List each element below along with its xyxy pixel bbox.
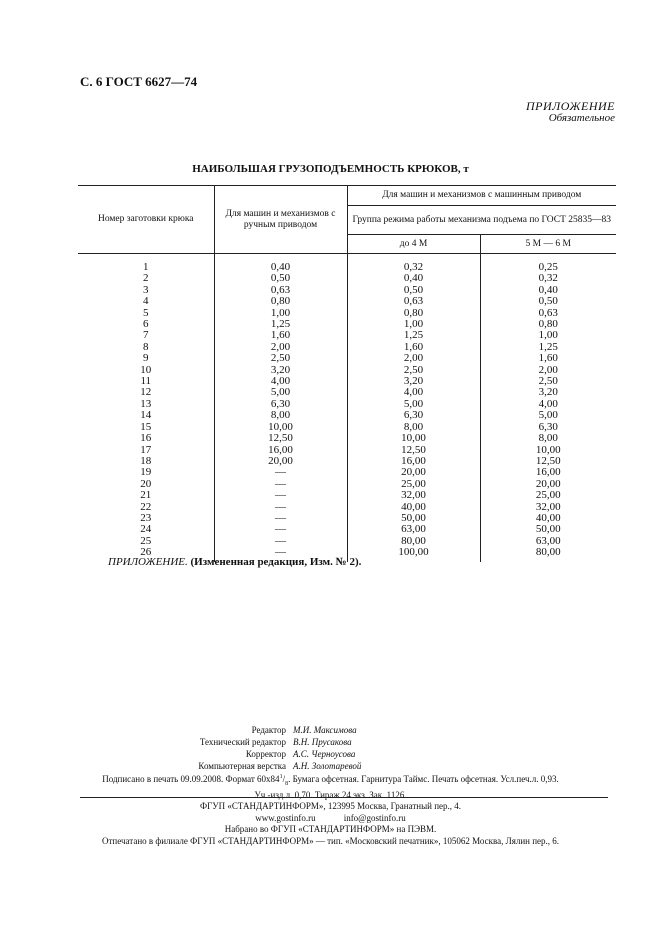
cell-5m-6m: 25,00 [480, 490, 616, 501]
cell-manual: 10,00 [214, 422, 347, 433]
table-row [78, 254, 616, 274]
cell-hook-number: 14 [140, 409, 152, 422]
col-up-to-4m-header: до 4 М [347, 235, 480, 254]
credit-row [0, 736, 661, 748]
cell-manual: — [214, 467, 347, 478]
table-row [78, 422, 616, 433]
cell-5m-6m: 2,00 [480, 365, 616, 376]
appendix-status: Обязательное [548, 112, 615, 124]
credit-name: А.Н. Золотаревой [293, 761, 362, 771]
cell-hook-number: 12 [140, 386, 152, 399]
signed-part-a: Подписано в печать 09.09.2008. Формат 60х84 [102, 774, 280, 784]
cell-hook-number: 19 [140, 466, 152, 479]
cell-up-to-4m: 3,20 [347, 376, 480, 387]
cell-up-to-4m: 0,32 [347, 254, 480, 274]
col-group-header: Группа режима работы механизма подъема по ГОСТ 25835—83 [347, 206, 616, 235]
cell-manual: 0,80 [214, 296, 347, 307]
cell-manual: 20,00 [214, 456, 347, 467]
cell-5m-6m: 8,00 [480, 433, 616, 444]
credit-role: Редактор [251, 725, 286, 735]
cell-hook-number: 25 [140, 534, 152, 547]
cell-up-to-4m: 1,25 [347, 330, 480, 341]
cell-hook-number: 22 [140, 500, 152, 513]
cell-up-to-4m: 0,50 [347, 285, 480, 296]
capacity-table [78, 185, 616, 562]
cell-hook-number: 15 [140, 420, 152, 433]
cell-5m-6m: 1,25 [480, 342, 616, 353]
printer-line-3: Набрано во ФГУП «СТАНДАРТИНФОРМ» на ПЭВМ. [224, 824, 437, 834]
cell-up-to-4m: 2,00 [347, 353, 480, 364]
table-row [78, 273, 616, 284]
cell-5m-6m: 0,63 [480, 308, 616, 319]
cell-hook-number: 9 [143, 352, 149, 365]
table-row [78, 285, 616, 296]
table-row [78, 296, 616, 307]
cell-manual: 2,50 [214, 353, 347, 364]
cell-up-to-4m: 25,00 [347, 479, 480, 490]
cell-5m-6m: 1,60 [480, 353, 616, 364]
col-machine-drive-header: Для машин и механизмов с машинным приводом [347, 186, 616, 206]
credit-row [0, 760, 661, 772]
cell-up-to-4m: 63,00 [347, 524, 480, 535]
table-row [78, 330, 616, 341]
cell-hook-number: 23 [140, 511, 152, 524]
table-row [78, 353, 616, 364]
cell-up-to-4m: 8,00 [347, 422, 480, 433]
table-row [78, 308, 616, 319]
credit-row [0, 724, 661, 736]
col-5m-6m-header: 5 М — 6 М [480, 235, 616, 254]
credit-row [0, 748, 661, 760]
cell-5m-6m: 16,00 [480, 467, 616, 478]
cell-up-to-4m: 50,00 [347, 513, 480, 524]
cell-manual: 1,00 [214, 308, 347, 319]
cell-5m-6m: 12,50 [480, 456, 616, 467]
cell-up-to-4m: 32,00 [347, 490, 480, 501]
credit-name: А.С. Черноусова [293, 749, 356, 759]
cell-5m-6m: 10,00 [480, 445, 616, 456]
cell-hook-number: 16 [140, 432, 152, 445]
printer-line-1: ФГУП «СТАНДАРТИНФОРМ», 123995 Москва, Гранатный пер., 4. [199, 801, 462, 811]
table-row [78, 365, 616, 376]
cell-5m-6m: 20,00 [480, 479, 616, 490]
cell-up-to-4m: 12,50 [347, 445, 480, 456]
table-row [78, 490, 616, 501]
appendix-note [526, 100, 615, 124]
printer-site: www.gostinfo.ru [255, 812, 316, 823]
cell-up-to-4m: 16,00 [347, 456, 480, 467]
credit-role: Компьютерная верстка [198, 761, 286, 771]
cell-hook-number: 4 [143, 295, 149, 308]
printer-email: info@gostinfo.ru [343, 812, 406, 823]
cell-hook-number: 5 [143, 306, 149, 319]
cell-manual: 2,00 [214, 342, 347, 353]
table-row [78, 319, 616, 330]
format-fraction-denominator: 8 [285, 780, 289, 787]
cell-hook-number: 13 [140, 397, 152, 410]
cell-5m-6m: 0,50 [480, 296, 616, 307]
cell-hook-number: 20 [140, 477, 152, 490]
cell-manual: — [214, 502, 347, 513]
cell-manual: 0,63 [214, 285, 347, 296]
cell-manual: 6,30 [214, 399, 347, 410]
format-fraction-numerator: 1 [279, 774, 283, 780]
printer-line-4: Отпечатано в филиале ФГУП «СТАНДАРТИНФОРМ» — тип. «Московский печатник», 105062 Москва, Лялин пер., 6. [101, 835, 560, 846]
appendix-footnote [108, 556, 361, 568]
cell-hook-number: 1 [143, 261, 149, 273]
credits-block [0, 724, 661, 772]
cell-5m-6m: 2,50 [480, 376, 616, 387]
cell-manual: 12,50 [214, 433, 347, 444]
cell-manual: — [214, 536, 347, 547]
credit-name: М.И. Максимова [293, 725, 357, 735]
cell-5m-6m: 0,32 [480, 273, 616, 284]
signed-part-b: . Бумага офсетная. Гарнитура Таймс. Печать офсетная. Усл.печ.л. 0,93. [288, 774, 559, 784]
credit-role: Технический редактор [199, 737, 286, 747]
cell-5m-6m: 5,00 [480, 410, 616, 421]
cell-hook-number: 8 [143, 340, 149, 353]
cell-hook-number: 2 [143, 272, 149, 285]
cell-manual: — [214, 547, 347, 561]
credit-role: Корректор [245, 749, 286, 759]
cell-manual: 1,60 [214, 330, 347, 341]
cell-5m-6m: 32,00 [480, 502, 616, 513]
cell-up-to-4m: 100,00 [347, 547, 480, 561]
cell-5m-6m: 4,00 [480, 399, 616, 410]
cell-5m-6m: 0,25 [480, 254, 616, 274]
cell-up-to-4m: 4,00 [347, 387, 480, 398]
cell-manual: 1,25 [214, 319, 347, 330]
cell-hook-number: 26 [140, 546, 152, 559]
cell-manual: 4,00 [214, 376, 347, 387]
divider [80, 797, 608, 798]
cell-manual: — [214, 490, 347, 501]
table-row [78, 433, 616, 444]
cell-manual: 8,00 [214, 410, 347, 421]
cell-up-to-4m: 1,60 [347, 342, 480, 353]
footnote-italic: ПРИЛОЖЕНИЕ. [108, 556, 188, 568]
printer-contacts [0, 813, 661, 825]
table-row [78, 376, 616, 387]
cell-up-to-4m: 40,00 [347, 502, 480, 513]
page-header: С. 6 ГОСТ 6627—74 [80, 74, 198, 89]
printer-info [0, 801, 661, 847]
cell-hook-number: 18 [140, 454, 152, 467]
cell-up-to-4m: 0,80 [347, 308, 480, 319]
table-row [78, 399, 616, 410]
cell-5m-6m: 1,00 [480, 330, 616, 341]
cell-hook-number: 11 [140, 375, 152, 388]
cell-hook-number: 21 [140, 489, 152, 502]
cell-manual: — [214, 513, 347, 524]
appendix-label: ПРИЛОЖЕНИЕ [526, 99, 615, 113]
col-manual-drive-header: Для машин и механизмов с ручным приводом [214, 186, 347, 254]
table-title: НАИБОЛЬШАЯ ГРУЗОПОДЪЕМНОСТЬ КРЮКОВ, т [192, 163, 469, 175]
cell-up-to-4m: 0,63 [347, 296, 480, 307]
cell-hook-number: 7 [143, 329, 149, 342]
table-row [78, 467, 616, 478]
cell-manual: — [214, 479, 347, 490]
cell-5m-6m: 80,00 [480, 547, 616, 561]
cell-up-to-4m: 5,00 [347, 399, 480, 410]
cell-5m-6m: 0,80 [480, 319, 616, 330]
cell-manual: — [214, 524, 347, 535]
cell-hook-number: 6 [143, 318, 149, 331]
col-hook-number-header: Номер заготовки крюка [78, 186, 214, 254]
cell-manual: 3,20 [214, 365, 347, 376]
signed-line-1: Подписано в печать 09.09.2008. Формат $60х84^1/_8$. Бумага офсетная. Гарнитура Таймс. Печать офсетная. Усл.печ.л. 0,93. [102, 774, 559, 787]
cell-5m-6m: 0,40 [480, 285, 616, 296]
cell-manual: 5,00 [214, 387, 347, 398]
cell-5m-6m: 6,30 [480, 422, 616, 433]
cell-up-to-4m: 80,00 [347, 536, 480, 547]
cell-up-to-4m: 10,00 [347, 433, 480, 444]
cell-5m-6m: 3,20 [480, 387, 616, 398]
credit-name: В.Н. Прусакова [293, 737, 352, 747]
table-row [78, 342, 616, 353]
table-row [78, 410, 616, 421]
cell-up-to-4m: 1,00 [347, 319, 480, 330]
signed-line-2: Уч.-изд.л. 0,70. Тираж 24 экз. Зак. 1126. [254, 789, 407, 800]
cell-up-to-4m: 0,40 [347, 273, 480, 284]
table-row [78, 387, 616, 398]
cell-manual: 16,00 [214, 445, 347, 456]
cell-up-to-4m: 6,30 [347, 410, 480, 421]
cell-hook-number: 17 [140, 443, 152, 456]
cell-hook-number: 3 [143, 283, 149, 296]
cell-hook-number: 10 [140, 363, 152, 376]
cell-manual: 0,50 [214, 273, 347, 284]
cell-5m-6m: 50,00 [480, 524, 616, 535]
footnote-bold: (Измененная редакция, Изм. № 2). [190, 556, 362, 568]
cell-hook-number: 24 [140, 523, 152, 536]
cell-up-to-4m: 20,00 [347, 467, 480, 478]
cell-up-to-4m: 2,50 [347, 365, 480, 376]
cell-5m-6m: 40,00 [480, 513, 616, 524]
cell-manual: 0,40 [214, 254, 347, 274]
cell-5m-6m: 63,00 [480, 536, 616, 547]
